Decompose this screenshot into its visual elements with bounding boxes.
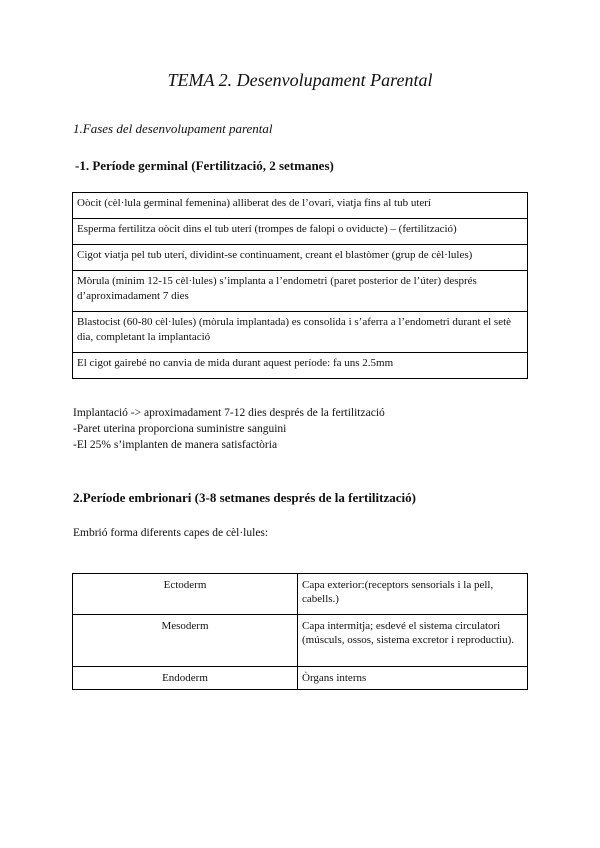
- table-cell: Esperma fertilitza oòcit dins el tub uterí (trompes de falopi o oviducte) – (fertilització): [73, 219, 528, 245]
- layer-name: Ectoderm: [73, 574, 298, 615]
- table-row: [73, 271, 528, 312]
- table-cell: Oòcit (cèl·lula germinal femenina) alliberat des de l’ovari, viatja fins al tub uterí: [73, 193, 528, 219]
- layer-name: Mesoderm: [73, 615, 298, 667]
- table-cell: Cigot viatja pel tub uterí, dividint-se continuament, creant el blastòmer (grup de cèl·lules): [73, 245, 528, 271]
- layer-description: Òrgans interns: [298, 667, 528, 690]
- section-heading-fases: 1.Fases del desenvolupament parental: [73, 121, 273, 136]
- implantation-line: -El 25% s’implanten de manera satisfactòria: [73, 439, 278, 451]
- layer-description: Capa exterior:(receptors sensorials i la pell, cabells.): [298, 574, 528, 615]
- page-title: TEMA 2. Desenvolupament Parental: [167, 70, 433, 90]
- table-row: [73, 219, 528, 245]
- subheading-germinal-period: -1. Període germinal (Fertilització, 2 setmanes): [75, 158, 334, 173]
- table-cell: Mòrula (mínim 12-15 cèl·lules) s’implanta a l’endometri (paret posterior de l’úter) després d’aproximadament 7 dies: [73, 271, 528, 312]
- germinal-stages-table: [72, 192, 528, 379]
- table-row: [73, 193, 528, 219]
- implantation-notes: [73, 405, 385, 453]
- layer-name: Endoderm: [73, 667, 298, 690]
- table-row: [73, 667, 528, 690]
- embryonic-intro: Embrió forma diferents capes de cèl·lules:: [73, 527, 269, 539]
- table-row: [73, 312, 528, 353]
- layer-description: Capa intermitja; esdevé el sistema circulatori (músculs, ossos, sistema excretor i reproductiu).: [298, 615, 528, 667]
- germ-layers-table: [72, 573, 528, 690]
- implantation-line: -Paret uterina proporciona suministre sanguini: [73, 423, 287, 435]
- table-row: [73, 615, 528, 667]
- section-heading-embryonic: 2.Període embrionari (3-8 setmanes després de la fertilització): [73, 490, 416, 505]
- table-cell: Blastocist (60-80 cèl·lules) (mòrula implantada) es consolida i s’aferra a l’endometri durant el setè dia, completant la implantació: [73, 312, 528, 353]
- table-cell: El cigot gairebé no canvia de mida durant aquest període: fa uns 2.5mm: [73, 353, 528, 379]
- table-row: [73, 245, 528, 271]
- table-row: [73, 353, 528, 379]
- implantation-line: Implantació -> aproximadament 7-12 dies després de la fertilització: [73, 407, 385, 419]
- table-row: [73, 574, 528, 615]
